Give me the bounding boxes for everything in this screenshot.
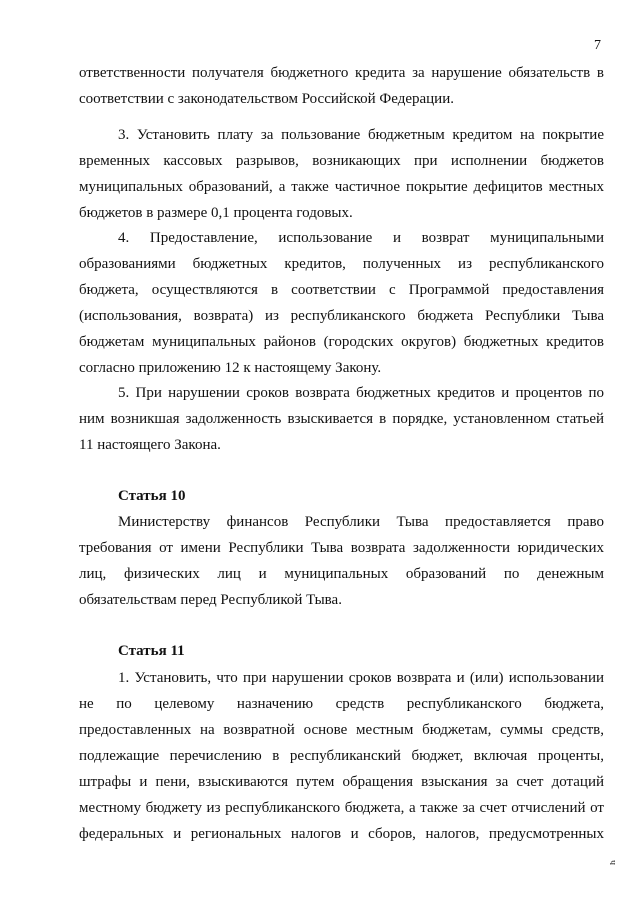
text-line: 11 настоящего Закона.	[79, 437, 221, 453]
text-line: предоставленных на возвратной основе местным бюджетам, суммы средств,	[79, 722, 604, 738]
paragraph-liability	[79, 60, 604, 112]
text-line: 3. Установить плату за пользование бюджетным кредитом на покрытие	[118, 127, 604, 143]
text-line: муниципальных образований, а также частичное покрытие дефицитов местных	[79, 179, 604, 195]
text-line: бюджетам муниципальных районов (городских округов) бюджетных кредитов	[79, 334, 604, 350]
text-line: подлежащие перечислению в республиканский бюджет, включая проценты,	[79, 748, 604, 764]
text-line: 1. Установить, что при нарушении сроков возврата и (или) использовании	[118, 670, 604, 686]
paragraph-item-3	[79, 122, 604, 226]
text-line: местному бюджету из республиканского бюджета, а также за счет отчислений от	[79, 800, 604, 816]
text-line: соответствии с законодательством Российской Федерации.	[79, 91, 454, 107]
article-11-heading: Статья 11	[118, 643, 185, 659]
text-line: не по целевому назначению средств республиканского бюджета,	[79, 696, 604, 712]
text-line: (использования, возврата) из республиканского бюджета Республики Тыва	[79, 308, 604, 324]
page-number: 7	[594, 38, 601, 53]
text-line: бюджетов в размере 0,1 процента годовых.	[79, 205, 353, 221]
paragraph-item-4	[79, 225, 604, 381]
article-10-heading: Статья 10	[118, 488, 186, 504]
text-line: штрафы и пени, взыскиваются путем обращения взыскания за счет дотаций	[79, 774, 604, 790]
text-line: ответственности получателя бюджетного кредита за нарушение обязательств в	[79, 65, 604, 81]
article-11-body	[79, 665, 604, 847]
text-line: требования от имени Республики Тыва возврата задолженности юридических	[79, 540, 604, 556]
text-line: 5. При нарушении сроков возврата бюджетных кредитов и процентов по	[118, 385, 604, 401]
text-line: федеральных и региональных налогов и сборов, налогов, предусмотренных	[79, 826, 604, 842]
article-10-body	[79, 509, 604, 613]
text-line: Министерству финансов Республики Тыва предоставляется право	[118, 514, 604, 530]
text-line: лиц, физических лиц и муниципальных образований по денежным	[79, 566, 604, 582]
paragraph-item-5	[79, 380, 604, 458]
text-line: ним возникшая задолженность взыскивается в порядке, установленном статьей	[79, 411, 604, 427]
margin-mark: ч	[607, 860, 618, 866]
text-line: обязательствам перед Республикой Тыва.	[79, 592, 342, 608]
text-line: 4. Предоставление, использование и возврат муниципальными	[118, 230, 604, 246]
text-line: образованиями бюджетных кредитов, полученных из республиканского	[79, 256, 604, 272]
text-line: бюджета, осуществляются в соответствии с Программой предоставления	[79, 282, 604, 298]
text-line: согласно приложению 12 к настоящему Закону.	[79, 360, 382, 376]
text-line: временных кассовых разрывов, возникающих при исполнении бюджетов	[79, 153, 604, 169]
